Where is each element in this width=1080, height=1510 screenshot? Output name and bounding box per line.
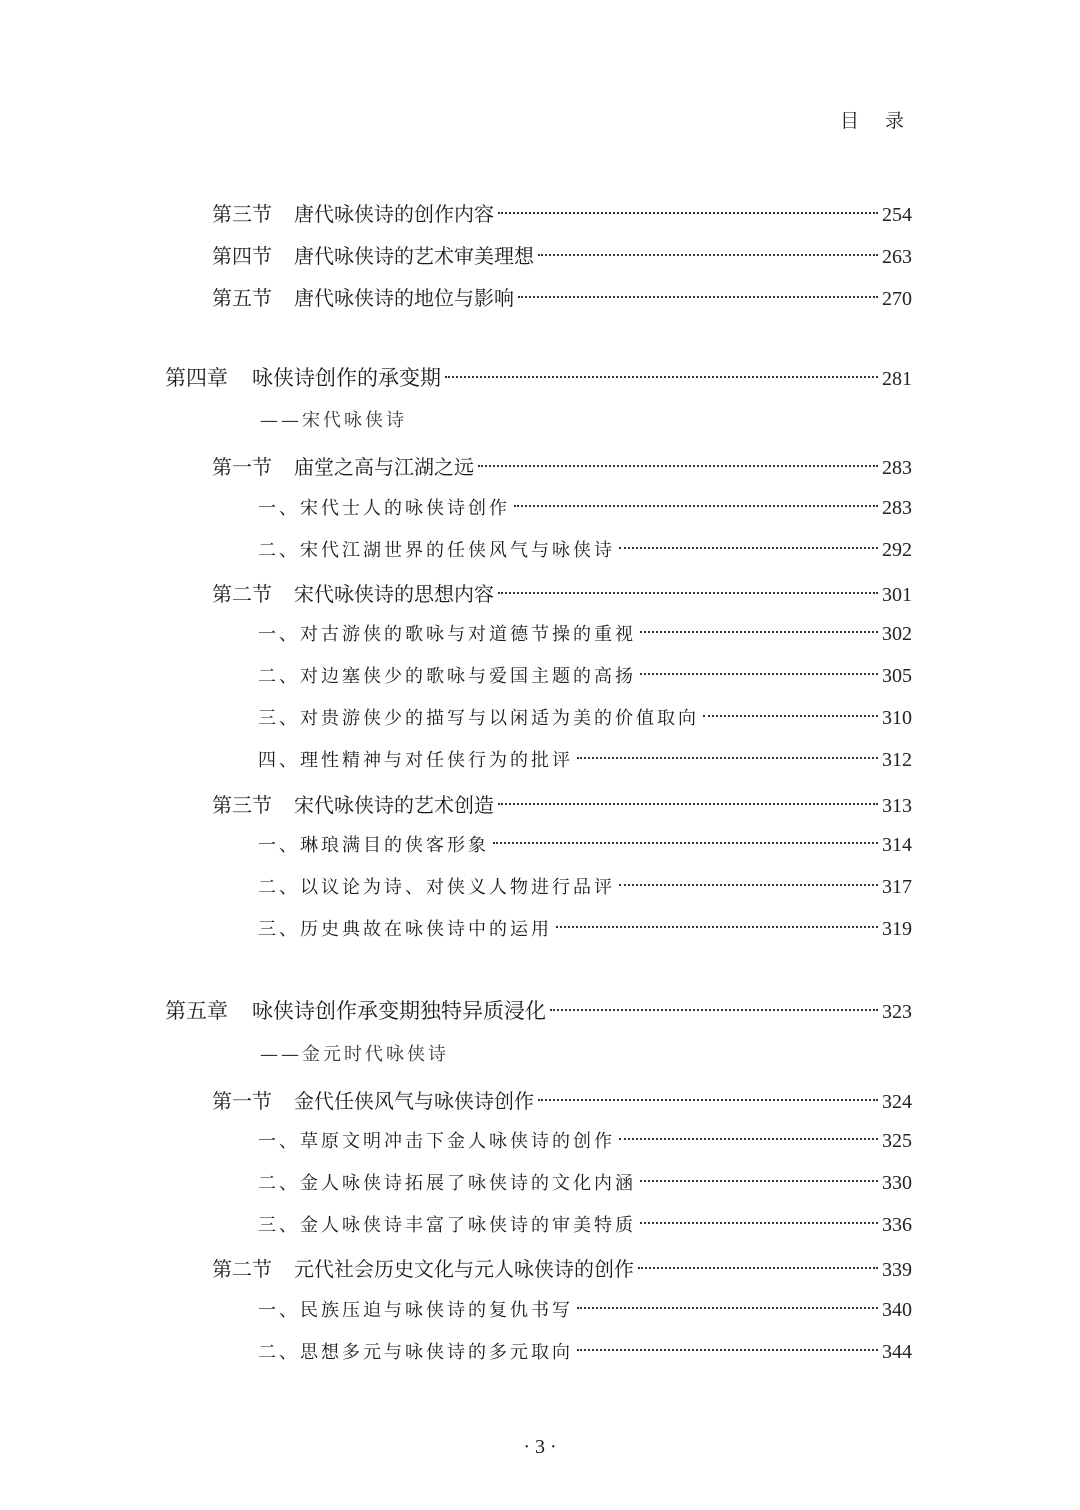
toc-entry-section[interactable] [212, 1085, 912, 1119]
dot-leader [619, 547, 878, 549]
toc-entry-item[interactable] [258, 746, 912, 780]
dot-leader [640, 1222, 878, 1224]
dot-leader [638, 1267, 878, 1269]
toc-entry-item[interactable] [258, 1296, 912, 1330]
entry-number: 第一节 [212, 455, 272, 479]
entry-title: 唐代咏侠诗的艺术审美理想 [294, 244, 534, 268]
toc-entry-section[interactable] [212, 451, 912, 485]
entry-title: 宋代咏侠诗的艺术创造 [294, 793, 494, 817]
toc-entry-section[interactable] [212, 198, 912, 232]
toc-entry-chapter[interactable] [165, 362, 912, 396]
page-number: 323 [882, 1001, 912, 1023]
page-number: 330 [882, 1172, 912, 1194]
dot-leader [538, 254, 878, 256]
dot-leader [498, 803, 878, 805]
dot-leader [619, 1138, 878, 1140]
item-number: 四、 [258, 750, 300, 771]
toc-entry-section[interactable] [212, 789, 912, 823]
dot-leader [577, 1307, 878, 1309]
item-number: 二、 [258, 877, 300, 898]
dot-leader [514, 505, 878, 507]
page-number: 270 [882, 288, 912, 310]
entry-number: 第三节 [212, 793, 272, 817]
item-title: 理性精神与对任侠行为的批评 [300, 750, 573, 771]
page-number: 313 [882, 795, 912, 817]
item-number: 三、 [258, 708, 300, 729]
chapter-number: 第四章 [165, 366, 228, 390]
item-number: 二、 [258, 540, 300, 561]
page-number: 283 [882, 457, 912, 479]
page-number: 340 [882, 1299, 912, 1321]
item-title: 金人咏侠诗丰富了咏侠诗的审美特质 [300, 1215, 636, 1236]
entry-title: 元代社会历史文化与元人咏侠诗的创作 [294, 1257, 634, 1281]
dot-leader [550, 1009, 878, 1011]
item-title: 思想多元与咏侠诗的多元取向 [300, 1342, 573, 1363]
toc-entry-chapter[interactable] [165, 995, 912, 1029]
toc-entry-item[interactable] [258, 1169, 912, 1203]
page-number: 310 [882, 707, 912, 729]
item-title: 草原文明冲击下金人咏侠诗的创作 [300, 1131, 615, 1152]
toc-entry-item[interactable] [258, 1338, 912, 1372]
dot-leader [577, 757, 878, 759]
toc-entry-item[interactable] [258, 662, 912, 696]
page-number: 317 [882, 876, 912, 898]
dot-leader [640, 631, 878, 633]
toc-entry-item[interactable] [258, 831, 912, 865]
toc-entry-item[interactable] [258, 620, 912, 654]
running-head: 目 录 [839, 110, 914, 132]
page-number: 292 [882, 539, 912, 561]
item-title: 民族压迫与咏侠诗的复仇书写 [300, 1300, 573, 1321]
page-number: 254 [882, 204, 912, 226]
entry-number: 第四节 [212, 244, 272, 268]
page-number: 336 [882, 1214, 912, 1236]
item-number: 三、 [258, 919, 300, 940]
dot-leader [498, 592, 878, 594]
dot-leader [640, 673, 878, 675]
chapter-subtitle: ——宋代咏侠诗 [260, 410, 407, 431]
item-title: 琳琅满目的侠客形象 [300, 835, 489, 856]
item-number: 一、 [258, 1131, 300, 1152]
dot-leader [703, 715, 878, 717]
toc-entry-section[interactable] [212, 1253, 912, 1287]
entry-number: 第五节 [212, 286, 272, 310]
dot-leader [478, 465, 878, 467]
toc-entry-section[interactable] [212, 240, 912, 274]
item-title: 对边塞侠少的歌咏与爱国主题的高扬 [300, 666, 636, 687]
item-number: 二、 [258, 1342, 300, 1363]
item-number: 二、 [258, 666, 300, 687]
item-number: 一、 [258, 498, 300, 519]
dot-leader [640, 1180, 878, 1182]
toc-entry-item[interactable] [258, 704, 912, 738]
toc-entry-section[interactable] [212, 282, 912, 316]
dot-leader [498, 212, 878, 214]
toc-entry-item[interactable] [258, 1211, 912, 1245]
toc-entry-item[interactable] [258, 494, 912, 528]
item-title: 以议论为诗、对侠义人物进行品评 [300, 877, 615, 898]
toc-entry-item[interactable] [258, 915, 912, 949]
item-number: 二、 [258, 1173, 300, 1194]
item-title: 宋代江湖世界的任侠风气与咏侠诗 [300, 540, 615, 561]
item-title: 历史典故在咏侠诗中的运用 [300, 919, 552, 940]
chapter-subtitle: ——金元时代咏侠诗 [260, 1044, 449, 1065]
item-number: 一、 [258, 835, 300, 856]
page-number: 325 [882, 1130, 912, 1152]
dot-leader [493, 842, 878, 844]
entry-title: 唐代咏侠诗的地位与影响 [294, 286, 514, 310]
entry-title: 宋代咏侠诗的思想内容 [294, 582, 494, 606]
toc-entry-item[interactable] [258, 873, 912, 907]
page-number: 319 [882, 918, 912, 940]
dot-leader [445, 376, 878, 378]
toc-entry-section[interactable] [212, 578, 912, 612]
chapter-number: 第五章 [165, 999, 228, 1023]
page-folio: · 3 · [523, 1436, 557, 1458]
item-title: 金人咏侠诗拓展了咏侠诗的文化内涵 [300, 1173, 636, 1194]
entry-title: 金代任侠风气与咏侠诗创作 [294, 1089, 534, 1113]
dot-leader [538, 1099, 878, 1101]
toc-entry-item[interactable] [258, 1127, 912, 1161]
page-number: 263 [882, 246, 912, 268]
chapter-title: 咏侠诗创作承变期独特异质浸化 [252, 999, 546, 1023]
page-number: 314 [882, 834, 912, 856]
dot-leader [556, 926, 878, 928]
page-number: 283 [882, 497, 912, 519]
dot-leader [518, 296, 878, 298]
page-number: 301 [882, 584, 912, 606]
page-number: 305 [882, 665, 912, 687]
dot-leader [619, 884, 878, 886]
entry-number: 第一节 [212, 1089, 272, 1113]
item-number: 一、 [258, 624, 300, 645]
dot-leader [577, 1349, 878, 1351]
toc-entry-item[interactable] [258, 536, 912, 570]
page-number: 312 [882, 749, 912, 771]
item-number: 三、 [258, 1215, 300, 1236]
page-number: 302 [882, 623, 912, 645]
page-number: 339 [882, 1259, 912, 1281]
item-number: 一、 [258, 1300, 300, 1321]
entry-number: 第三节 [212, 202, 272, 226]
entry-title: 庙堂之高与江湖之远 [294, 455, 474, 479]
item-title: 宋代士人的咏侠诗创作 [300, 498, 510, 519]
page-number: 324 [882, 1091, 912, 1113]
item-title: 对古游侠的歌咏与对道德节操的重视 [300, 624, 636, 645]
item-title: 对贵游侠少的描写与以闲适为美的价值取向 [300, 708, 699, 729]
page-number: 281 [882, 368, 912, 390]
entry-number: 第二节 [212, 1257, 272, 1281]
entry-number: 第二节 [212, 582, 272, 606]
page-number: 344 [882, 1341, 912, 1363]
entry-title: 唐代咏侠诗的创作内容 [294, 202, 494, 226]
chapter-title: 咏侠诗创作的承变期 [252, 366, 441, 390]
